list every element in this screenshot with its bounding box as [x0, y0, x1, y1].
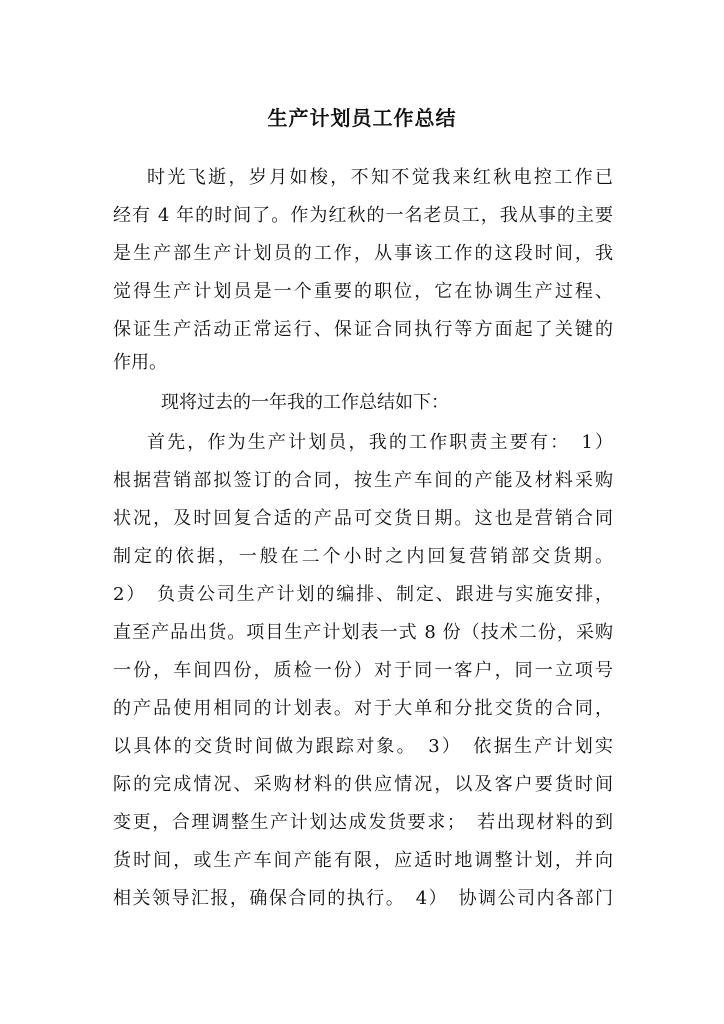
paragraph-line: 作用。	[113, 352, 167, 373]
paragraph-line: 保证生产活动正常运行、保证合同执行等方面起了关键的	[113, 319, 613, 340]
paragraph-line: 货时间，或生产车间产能有限，应适时地调整计划，并向	[113, 850, 613, 871]
paragraph-line: 际的完成情况、采购材料的供应情况，以及客户要货时间	[113, 774, 613, 795]
paragraph-line: 相关领导汇报，确保合同的执行。 4） 协调公司内各部门	[113, 888, 613, 909]
paragraph-line: 首先，作为生产计划员，我的工作职责主要有： 1）	[147, 432, 613, 453]
paragraph-line: 一份，车间四份，质检一份）对于同一客户，同一立项号	[113, 660, 613, 681]
paragraph-line: 制定的依据，一般在二个小时之内回复营销部交货期。	[113, 546, 613, 567]
paragraph-line: 时光飞逝，岁月如梭，不知不觉我来红秋电控工作已	[147, 167, 613, 188]
paragraph-line: 以具体的交货时间做为跟踪对象。 3） 依据生产计划实	[113, 736, 613, 757]
paragraph-line: 现将过去的一年我的工作总结如下：	[161, 392, 449, 413]
paragraph-line: 2） 负责公司生产计划的编排、制定、跟进与实施安排，	[113, 584, 613, 605]
paragraph-line: 觉得生产计划员是一个重要的职位，它在协调生产过程、	[113, 281, 613, 302]
paragraph-line: 根据营销部拟签订的合同，按生产车间的产能及材料采购	[113, 470, 613, 491]
paragraph-line: 直至产品出货。项目生产计划表一式 8 份（技术二份，采购	[113, 622, 613, 643]
paragraph-line: 变更，合理调整生产计划达成发货要求； 若出现材料的到	[113, 812, 613, 833]
paragraph-line: 状况，及时回复合适的产品可交货日期。这也是营销合同	[113, 508, 613, 529]
paragraph-line: 的产品使用相同的计划表。对于大单和分批交货的合同，	[113, 698, 613, 719]
paragraph-line: 是生产部生产计划员的工作，从事该工作的这段时间，我	[113, 243, 613, 264]
document-title: 生产计划员工作总结	[267, 106, 457, 130]
paragraph-line: 经有 4 年的时间了。作为红秋的一名老员工，我从事的主要	[113, 205, 613, 226]
